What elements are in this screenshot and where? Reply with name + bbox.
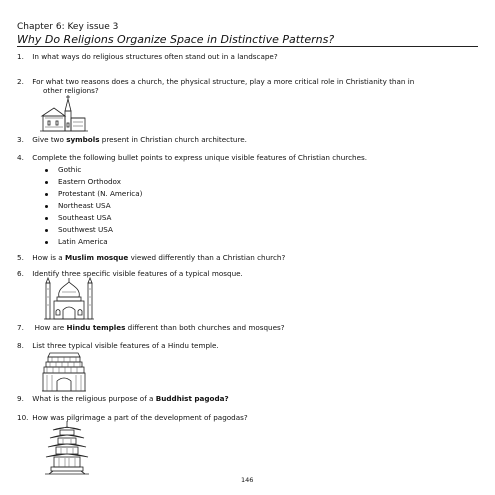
- question-text-continued: other religions?: [43, 86, 99, 95]
- question-number: 10.: [17, 413, 29, 422]
- pagoda-icon: [45, 420, 89, 476]
- question-2: [17, 77, 477, 95]
- list-item: Protestant (N. America): [45, 188, 142, 200]
- key-term: Muslim mosque: [64, 253, 129, 262]
- question-text: Give two symbols present in Christian church architecture.: [32, 135, 247, 144]
- mosque-icon: [44, 277, 94, 321]
- question-number: 5.: [17, 253, 24, 262]
- list-item: Eastern Orthodox: [45, 176, 142, 188]
- question-number: 4.: [17, 153, 24, 162]
- page-number: 146: [241, 476, 254, 484]
- question-number: 7.: [17, 323, 24, 332]
- question-number: 2.: [17, 77, 24, 86]
- question-text: In what ways do religious structures often stand out in a landscape?: [32, 52, 278, 61]
- question-number: 9.: [17, 394, 24, 403]
- question-number: 1.: [17, 52, 24, 61]
- key-term: Hindu temples: [66, 323, 126, 332]
- question-text: How was pilgrimage a part of the development of pagodas?: [32, 413, 248, 422]
- list-item: Gothic: [45, 164, 142, 176]
- question-7: [17, 323, 477, 332]
- hindu-temple-icon: [42, 351, 86, 393]
- church-icon: [40, 94, 88, 134]
- question-text: List three typical visible features of a Hindu temple.: [32, 341, 219, 350]
- question-number: 6.: [17, 269, 24, 278]
- question-5: [17, 253, 477, 262]
- chapter-label: Chapter 6: Key issue 3: [17, 22, 119, 32]
- bullet-list: [45, 164, 142, 248]
- question-text: How are Hindu temples different than both churches and mosques?: [34, 323, 285, 332]
- question-text: For what two reasons does a church, the physical structure, play a more critical role in Christianity than in: [32, 77, 415, 86]
- question-number: 8.: [17, 341, 24, 350]
- question-text: How is a Muslim mosque viewed differently than a Christian church?: [32, 253, 286, 262]
- list-item: Latin America: [45, 236, 142, 248]
- list-item: Southwest USA: [45, 224, 142, 236]
- question-4: [17, 153, 477, 162]
- question-8: [17, 341, 477, 350]
- key-term: symbols: [66, 135, 100, 144]
- question-3: [17, 135, 477, 144]
- list-item: Northeast USA: [45, 200, 142, 212]
- question-9: [17, 394, 477, 403]
- question-1: [17, 52, 477, 61]
- title-divider: [17, 46, 478, 47]
- page-title: Why Do Religions Organize Space in Distinctive Patterns?: [17, 33, 335, 46]
- question-number: 3.: [17, 135, 24, 144]
- list-item: Southeast USA: [45, 212, 142, 224]
- key-term: Buddhist pagoda?: [155, 394, 229, 403]
- question-text: Identify three specific visible features of a typical mosque.: [32, 269, 243, 278]
- question-text: Complete the following bullet points to express unique visible features of Christian churches.: [32, 153, 368, 162]
- question-text: What is the religious purpose of a Buddhist pagoda?: [32, 394, 229, 403]
